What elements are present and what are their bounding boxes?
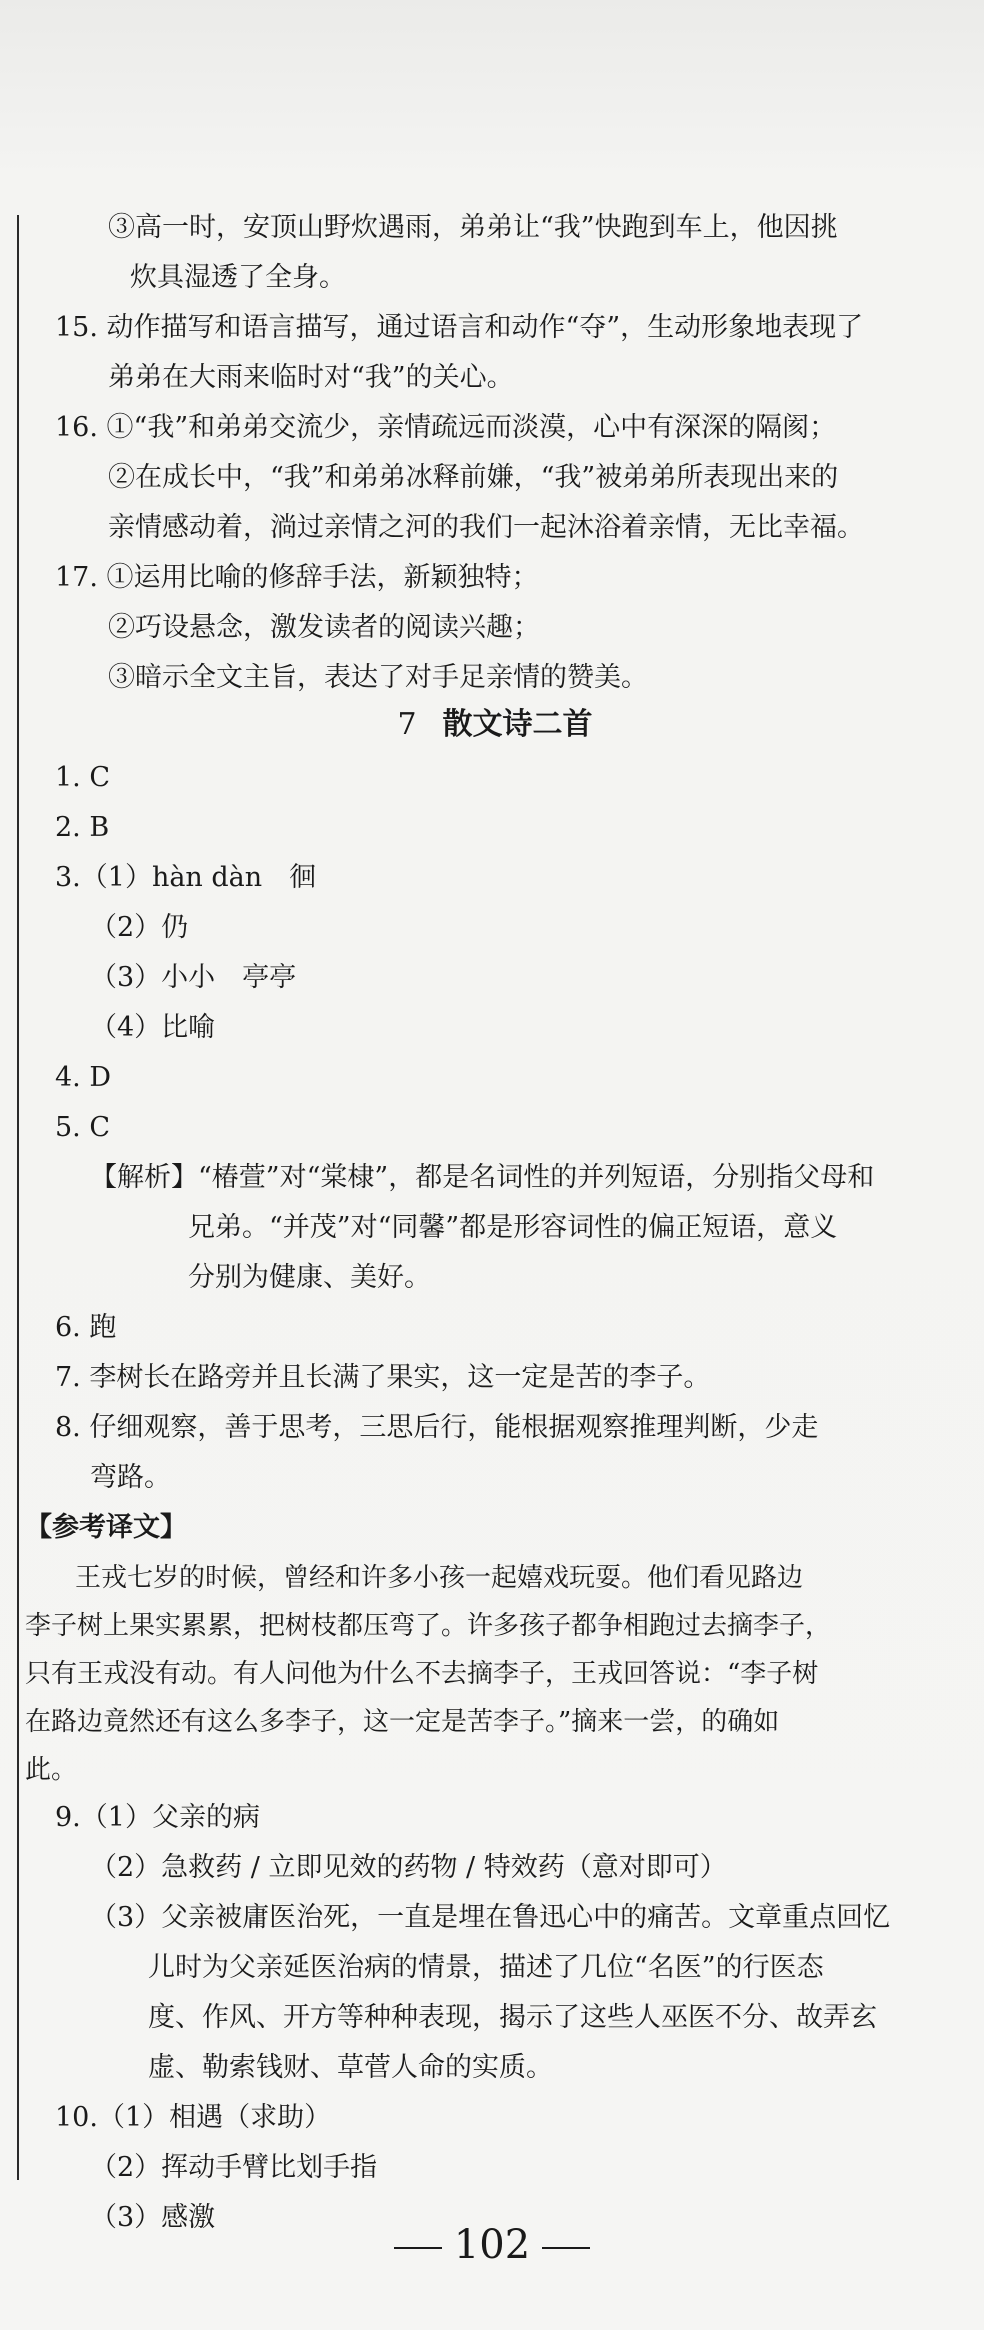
answer-line: 6. 跑 [55, 1312, 117, 1343]
page-number [0, 2220, 984, 2270]
answer-line: 弯路。 [90, 1462, 171, 1493]
answer-line: 3.（1）hàn dàn 徊 [55, 862, 317, 893]
answer-line: 7. 李树长在路旁并且长满了果实，这一定是苦的李子。 [55, 1362, 711, 1393]
page-number-dash [542, 2247, 590, 2249]
translation-line: 李子树上果实累累，把树枝都压弯了。许多孩子都争相跑过去摘李子， [25, 1611, 832, 1641]
answer-line: 5. C [55, 1112, 111, 1143]
analysis-line: 【解析】“椿萱”对“棠棣”，都是名词性的并列短语，分别指父母和 [90, 1162, 875, 1193]
text-line: 15. 动作描写和语言描写，通过语言和动作“夺”，生动形象地表现了 [55, 312, 864, 343]
answer-line: （2）仍 [90, 912, 189, 943]
answer-line: 虚、勒索钱财、草菅人命的实质。 [148, 2052, 553, 2083]
analysis-line: 分别为健康、美好。 [188, 1262, 431, 1293]
answer-line: 4. D [55, 1062, 111, 1093]
section-title-text: 散文诗二首 [442, 707, 593, 742]
translation-line: 此。 [25, 1755, 78, 1785]
section-title [55, 705, 935, 745]
text-line: 16. ①“我”和弟弟交流少，亲情疏远而淡漠，心中有深深的隔阂； [55, 412, 837, 443]
page-number-dash [394, 2247, 442, 2249]
text-line: 炊具湿透了全身。 [130, 262, 346, 293]
text-line: ②巧设悬念，激发读者的阅读兴趣； [108, 612, 540, 643]
translation-heading: 【参考译文】 [25, 1512, 187, 1543]
text-line: ③高一时，安顶山野炊遇雨，弟弟让“我”快跑到车上，他因挑 [108, 212, 838, 243]
text-line: ③暗示全文主旨，表达了对手足亲情的赞美。 [108, 662, 648, 693]
answer-line: 2. B [55, 812, 110, 843]
translation-line: 只有王戎没有动。有人问他为什么不去摘李子，王戎回答说：“李子树 [25, 1659, 819, 1689]
text-line: ②在成长中，“我”和弟弟冰释前嫌，“我”被弟弟所表现出来的 [108, 462, 839, 493]
section-number: 7 [397, 707, 417, 742]
translation-line: 王戎七岁的时候，曾经和许多小孩一起嬉戏玩耍。他们看见路边 [75, 1563, 804, 1593]
answer-line: 儿时为父亲延医治病的情景，描述了几位“名医”的行医态 [148, 1952, 824, 1983]
left-margin-rule [17, 215, 19, 2180]
answer-line: （3）父亲被庸医治死，一直是埋在鲁迅心中的痛苦。文章重点回忆 [90, 1902, 891, 1933]
answer-line: （3）小小 亭亭 [90, 962, 297, 993]
answer-line: 10.（1）相遇（求助） [55, 2102, 332, 2133]
answer-line: （3）感激 [90, 2202, 216, 2233]
text-line: 弟弟在大雨来临时对“我”的关心。 [108, 362, 514, 393]
answer-line: （4）比喻 [90, 1012, 216, 1043]
text-line: 亲情感动着，淌过亲情之河的我们一起沐浴着亲情，无比幸福。 [108, 512, 864, 543]
answer-line: 9.（1）父亲的病 [55, 1802, 260, 1833]
answer-line: 度、作风、开方等种种表现，揭示了这些人巫医不分、故弄玄 [148, 2002, 877, 2033]
translation-line: 在路边竟然还有这么多李子，这一定是苦李子。”摘来一尝，的确如 [25, 1707, 780, 1737]
answer-line: 1. C [55, 762, 111, 793]
text-line: 17. ①运用比喻的修辞手法，新颖独特； [55, 562, 539, 593]
answer-line: （2）急救药 / 立即见效的药物 / 特效药（意对即可） [90, 1852, 727, 1883]
answer-line: （2）挥动手臂比划手指 [90, 2152, 378, 2183]
page-number-text: 102 [453, 2222, 531, 2268]
answer-line: 8. 仔细观察，善于思考，三思后行，能根据观察推理判断，少走 [55, 1412, 819, 1443]
analysis-line: 兄弟。“并茂”对“同馨”都是形容词性的偏正短语，意义 [188, 1212, 838, 1243]
